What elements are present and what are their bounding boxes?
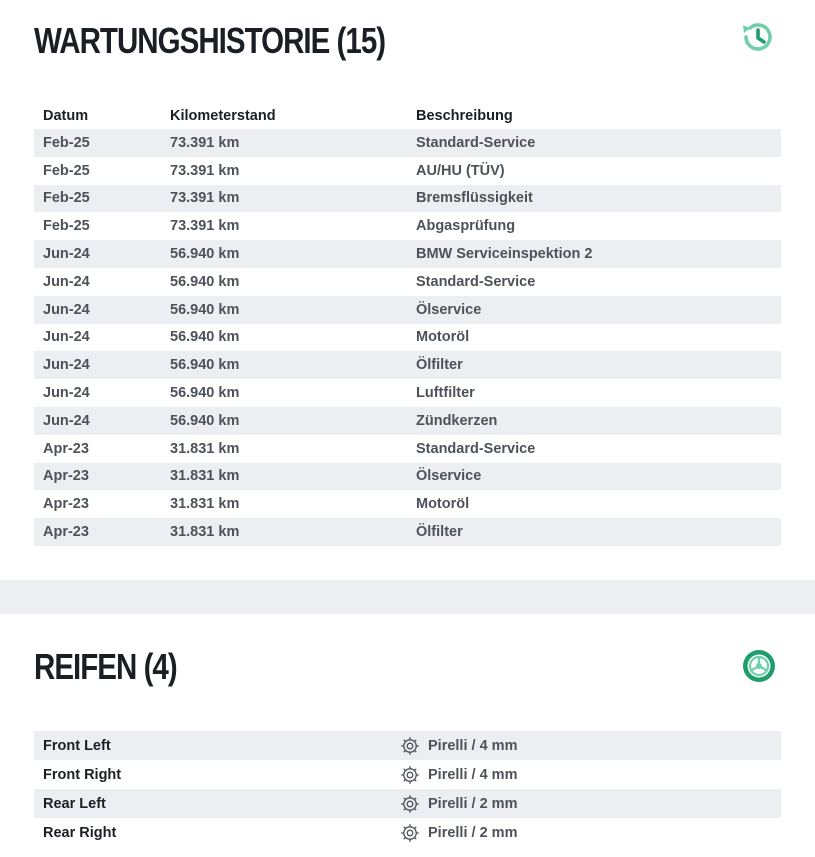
table-row (34, 789, 781, 818)
table-row (34, 407, 781, 435)
cell-description: Standard-Service (416, 134, 536, 151)
cell-date: Apr-23 (43, 496, 89, 513)
cell-mileage: 73.391 km (170, 134, 240, 151)
tire-position: Rear Left (43, 795, 106, 812)
cell-description: Abgasprüfung (416, 218, 516, 235)
tire-gear-icon (400, 731, 420, 760)
table-row (34, 296, 781, 324)
table-row (34, 818, 781, 847)
table-row (34, 351, 781, 379)
table-row (34, 212, 781, 240)
cell-mileage: 31.831 km (170, 440, 240, 457)
table-row (34, 518, 781, 546)
table-row (34, 435, 781, 463)
tire-position: Front Right (43, 766, 122, 783)
cell-description: Bremsflüssigkeit (416, 190, 533, 207)
table-row (34, 324, 781, 352)
table-row (34, 157, 781, 185)
cell-description: AU/HU (TÜV) (416, 162, 505, 179)
cell-mileage: 73.391 km (170, 218, 240, 235)
cell-description: BMW Serviceinspektion 2 (416, 246, 593, 263)
cell-date: Jun-24 (43, 273, 90, 290)
cell-mileage: 31.831 km (170, 468, 240, 485)
column-header-description: Beschreibung (416, 107, 513, 124)
tire-value: Pirelli / 4 mm (428, 766, 518, 783)
table-row (34, 760, 781, 789)
cell-mileage: 56.940 km (170, 385, 240, 402)
tire-gear-icon (400, 789, 420, 818)
table-row (34, 129, 781, 157)
cell-mileage: 56.940 km (170, 412, 240, 429)
cell-date: Feb-25 (43, 218, 90, 235)
cell-date: Jun-24 (43, 329, 90, 346)
cell-description: Ölservice (416, 468, 482, 485)
cell-date: Jun-24 (43, 412, 90, 429)
cell-description: Ölservice (416, 301, 482, 318)
cell-date: Jun-24 (43, 246, 90, 263)
cell-date: Feb-25 (43, 190, 90, 207)
cell-mileage: 56.940 km (170, 246, 240, 263)
tires-title: REIFEN (4) (34, 646, 177, 687)
table-row (34, 490, 781, 518)
cell-mileage: 56.940 km (170, 357, 240, 374)
cell-mileage: 73.391 km (170, 162, 240, 179)
cell-date: Jun-24 (43, 301, 90, 318)
cell-description: Ölfilter (416, 524, 463, 541)
cell-date: Feb-25 (43, 134, 90, 151)
tire-position: Rear Right (43, 824, 117, 841)
tires-table (34, 731, 781, 847)
table-row (34, 463, 781, 491)
cell-mileage: 56.940 km (170, 273, 240, 290)
cell-description: Motoröl (416, 496, 470, 513)
tire-gear-icon (400, 760, 420, 789)
maintenance-table (34, 102, 781, 546)
cell-mileage: 56.940 km (170, 329, 240, 346)
history-icon (739, 18, 777, 56)
cell-description: Standard-Service (416, 273, 536, 290)
cell-date: Jun-24 (43, 357, 90, 374)
table-row (34, 185, 781, 213)
table-row (34, 731, 781, 760)
tires-section (0, 614, 815, 857)
table-row (34, 268, 781, 296)
cell-date: Jun-24 (43, 385, 90, 402)
cell-description: Zündkerzen (416, 412, 498, 429)
cell-description: Luftfilter (416, 385, 475, 402)
section-divider (0, 580, 815, 614)
tire-value: Pirelli / 2 mm (428, 795, 518, 812)
cell-description: Motoröl (416, 329, 470, 346)
cell-description: Standard-Service (416, 440, 536, 457)
tire-position: Front Left (43, 737, 111, 754)
cell-mileage: 31.831 km (170, 524, 240, 541)
column-header-mileage: Kilometerstand (170, 107, 276, 124)
cell-description: Ölfilter (416, 357, 463, 374)
table-row (34, 379, 781, 407)
cell-mileage: 31.831 km (170, 496, 240, 513)
cell-date: Feb-25 (43, 162, 90, 179)
table-header-row (34, 102, 781, 129)
tire-icon (741, 648, 777, 684)
cell-date: Apr-23 (43, 524, 89, 541)
tire-gear-icon (400, 818, 420, 847)
cell-date: Apr-23 (43, 440, 89, 457)
maintenance-title: WARTUNGSHISTORIE (15) (34, 20, 386, 61)
tire-value: Pirelli / 2 mm (428, 824, 518, 841)
column-header-date: Datum (43, 107, 89, 124)
table-row (34, 240, 781, 268)
cell-mileage: 56.940 km (170, 301, 240, 318)
cell-mileage: 73.391 km (170, 190, 240, 207)
cell-date: Apr-23 (43, 468, 89, 485)
tire-value: Pirelli / 4 mm (428, 737, 518, 754)
